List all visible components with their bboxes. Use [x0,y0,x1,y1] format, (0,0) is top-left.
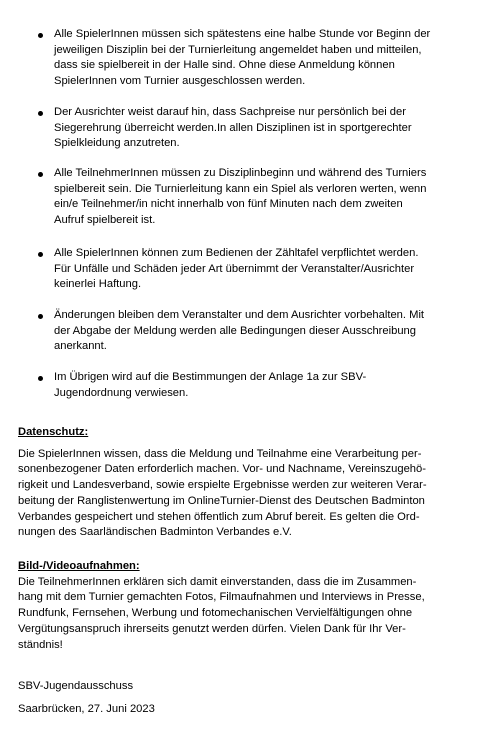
bullet-dot [38,172,43,177]
text-line: SpielerInnen vom Turnier ausgeschlossen werden. [54,75,306,88]
text-line: Die TeilnehmerInnen erklären sich damit einverstanden, dass die im Zusammen- [18,575,417,588]
bildaufnahmen-section [18,559,488,653]
signature-place-date: Saarbrücken, 27. Juni 2023 [18,703,155,715]
text-line: Jugendordnung verwiesen. [54,386,189,399]
bullet-item [38,166,476,229]
text-line: Der Ausrichter weist darauf hin, dass Sachpreise nur persönlich bei der [54,106,406,118]
bullet-item [38,370,476,401]
bullet-item [38,246,476,293]
text-line: sonenbezogener Daten erforderlich machen. Vor- und Nachname, Vereinszugehö- [18,463,426,476]
text-line: dass sie spielbereit in der Halle sind. Ohne diese Anmeldung können [54,59,395,72]
text-line: nungen des Saarländischen Badminton Verbandes e.V. [18,526,292,539]
text-line: der Abgabe der Meldung werden alle Bedingungen dieser Ausschreibung [54,324,416,337]
section-body [18,575,488,654]
text-line: anerkannt. [54,340,107,353]
bullet-text [54,27,476,90]
bullet-dot [38,252,43,257]
text-line: rigkeit und Landesverband, sowie erspielte Ergebnisse werden zur weiteren Verar- [18,479,427,492]
bullet-text [54,308,476,355]
bullet-dot [38,314,43,319]
bullet-item [38,105,476,152]
text-line: Alle SpielerInnen müssen sich spätestens eine halbe Stunde vor Beginn der [54,28,431,40]
text-line: Verbandes gespeichert und stehen öffentlich zum Abruf bereit. Es gelten die Ord- [18,510,420,523]
text-line: jeweiligen Disziplin bei der Turnierleitung angemeldet haben und mitteilen, [54,43,422,56]
section-heading: Bild-/Videoaufnahmen: [18,560,140,572]
text-line: keinerlei Haftung. [54,278,142,291]
text-line: Aufruf spielbereit ist. [54,214,156,227]
bullet-item [38,27,476,90]
text-line: Die SpielerInnen wissen, dass die Meldung und Teilnahme eine Verarbeitung per- [18,447,422,460]
text-line: Vergütungsanspruch ihrerseits genutzt werden dürfen. Vielen Dank für Ihr Ver- [18,622,406,635]
bullet-dot [38,33,43,38]
text-line: ein/e Teilnehmer/in nicht innerhalb von fünf Minuten nach dem zweiten [54,198,403,211]
bullet-text [54,370,476,401]
bullet-text [54,246,476,293]
datenschutz-section [18,425,488,541]
section-body [18,447,488,541]
text-line: Rundfunk, Fernsehen, Werbung und fotomechanischen Vervielfältigungen ohne [18,607,413,620]
bullet-dot [38,376,43,381]
text-line: Im Übrigen wird auf die Bestimmungen der Anlage 1a zur SBV- [54,371,367,383]
text-line: Änderungen bleiben dem Veranstalter und dem Ausrichter vorbehalten. Mit [54,309,425,321]
bullet-text [54,105,476,152]
section-heading: Datenschutz: [18,426,89,438]
text-line: ständnis! [18,638,63,651]
text-line: Spielkleidung anzutreten. [54,137,180,150]
text-line: beitung der Ranglistenwertung im OnlineTurnier-Dienst des Deutschen Badminton [18,494,425,507]
text-line: Für Unfälle und Schäden jeder Art übernimmt der Veranstalter/Ausrichter [54,262,415,275]
signature-organisation: SBV-Jugendausschuss [18,680,134,692]
text-line: Siegerehrung überreicht werden.In allen Disziplinen ist in sportgerechter [54,121,412,134]
bullet-text [54,166,476,229]
text-line: spielbereit sein. Die Turnierleitung kann ein Spiel als verloren werten, wenn [54,182,427,195]
text-line: hang mit dem Turnier gemachten Fotos, Filmaufnahmen und Interviews in Presse, [18,591,425,604]
text-line: Alle SpielerInnen können zum Bedienen der Zähltafel verpflichtet werden. [54,247,419,259]
bullet-dot [38,111,43,116]
bullet-item [38,308,476,355]
text-line: Alle TeilnehmerInnen müssen zu Disziplinbeginn und während des Turniers [54,167,427,179]
